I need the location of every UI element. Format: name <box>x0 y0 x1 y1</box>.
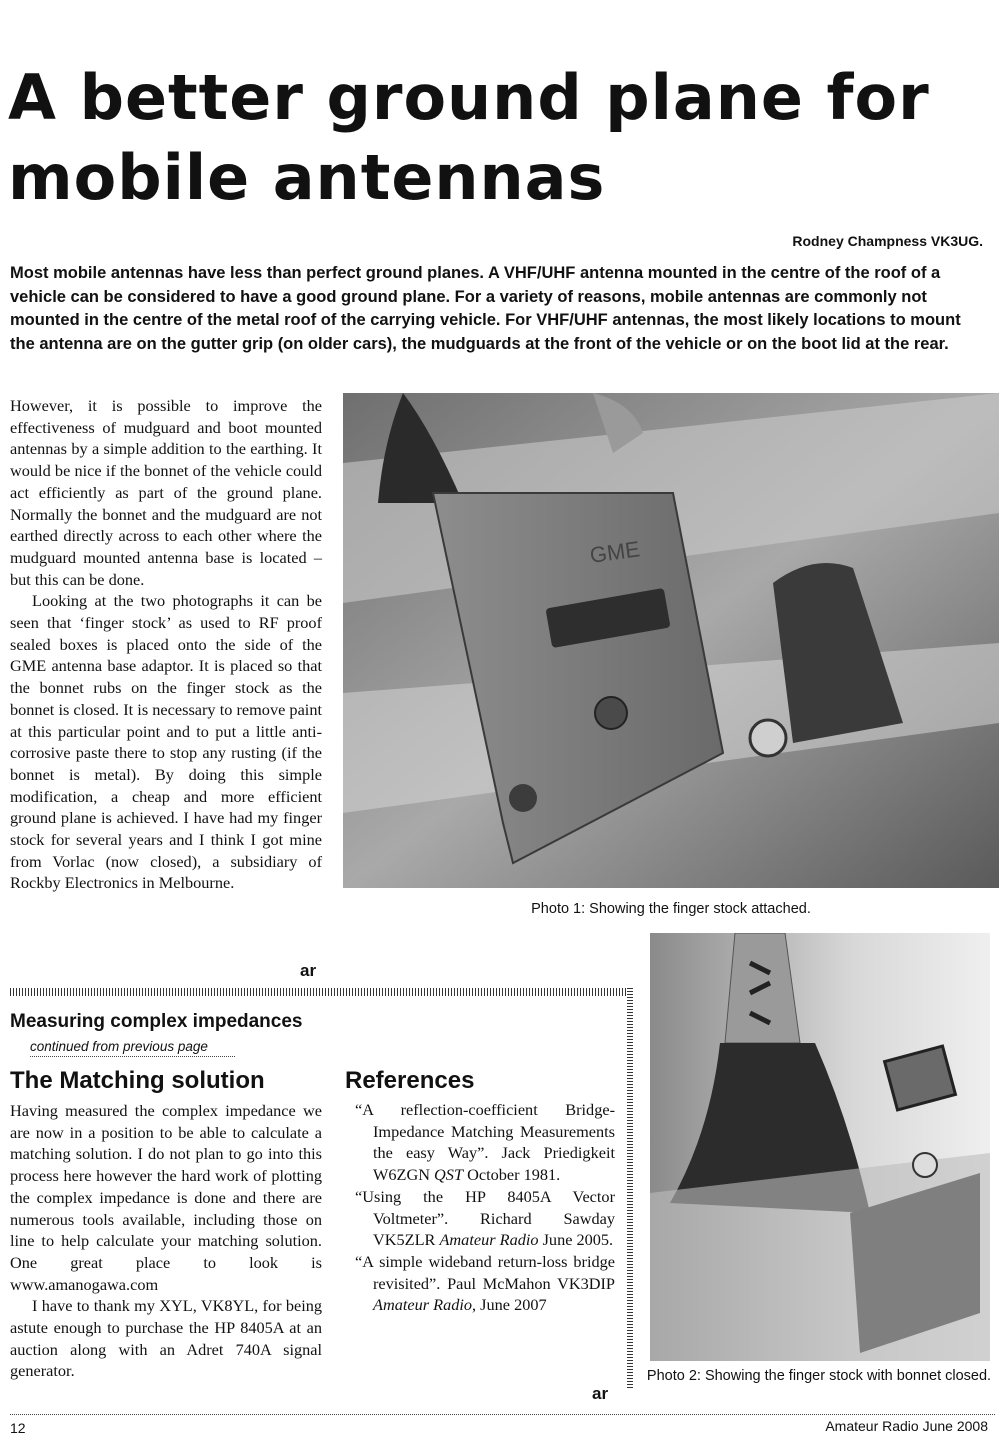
title-line-2: mobile antennas <box>8 141 606 214</box>
continued-note: continued from previous page <box>30 1039 235 1057</box>
page-number: 12 <box>10 1420 26 1436</box>
matching-body <box>10 1100 322 1382</box>
matching-paragraph-1: Having measured the complex impedance we are now in a position to be able to calculate a matching solution. I do not plan to go into this process here however the hard work of plotting the complex impedance is done and there are numerous tools available, including those on line to help calculate your matching solution. One great place to look is www.amanogawa.com <box>10 1101 322 1294</box>
photo-1-image <box>343 393 999 888</box>
photo-1-gme-label: GME <box>588 536 642 568</box>
footer-rule <box>10 1414 995 1415</box>
title-line-1: A better ground plane for <box>8 61 930 134</box>
references-list <box>345 1099 615 1316</box>
photo-1 <box>343 393 999 888</box>
photo-1-caption: Photo 1: Showing the finger stock attached. <box>531 901 811 917</box>
body-paragraph-1: However, it is possible to improve the effectiveness of mudguard and boot mounted antennas by a simple addition to the earthing. It would be nice if the bonnet of the vehicle could act efficiently as part of the ground plane. Normally the bonnet and the mudguard are not earthed directly across to each other where the mudguard mounted antenna base is located – but this can be done. <box>10 396 322 589</box>
matching-heading: The Matching solution <box>10 1067 265 1094</box>
photo-2-image <box>650 933 990 1361</box>
byline: Rodney Champness VK3UG. <box>792 233 983 249</box>
reference-2: “Using the HP 8405A Vector Voltmeter”. Richard Sawday VK5ZLR Amateur Radio June 2005. <box>355 1186 615 1250</box>
reference-3: “A simple wideband return-loss bridge revisited”. Paul McMahon VK3DIP Amateur Radio, June 2007 <box>355 1251 615 1315</box>
article-title <box>8 58 998 218</box>
article-body <box>10 395 322 894</box>
section-divider <box>10 988 632 996</box>
continued-end-mark: ar <box>592 1384 609 1403</box>
end-mark: ar <box>300 961 317 980</box>
intro-paragraph: Most mobile antennas have less than perfect ground planes. A VHF/UHF antenna mounted in the centre of the roof of a vehicle can be considered to have a good ground plane. For a variety of reasons, mobile antennas are commonly not mounted in the centre of the metal roof of the carrying vehicle. For VHF/UHF antennas, the most likely locations to mount the antenna are on the gutter grip (on older cars), the mudguards at the front of the vehicle or on the boot lid at the rear. <box>10 264 961 353</box>
photo-2 <box>650 933 990 1361</box>
magazine-footer: Amateur Radio June 2008 <box>825 1418 988 1434</box>
references-heading: References <box>345 1067 475 1094</box>
reference-1: “A reflection-coefficient Bridge-Impedance Matching Measurements the easy Way”. Jack Priedigkeit W6ZGN QST October 1981. <box>355 1100 615 1185</box>
matching-paragraph-2: I have to thank my XYL, VK8YL, for being astute enough to purchase the HP 8405A at an auction along with an Adret 740A signal generator. <box>10 1296 322 1381</box>
body-paragraph-2: Looking at the two photographs it can be seen that ‘finger stock’ as used to RF proof sealed boxes is placed onto the side of the GME antenna base adaptor. It is placed so that the bonnet rubs on the finger stock as the bonnet is closed. It is necessary to remove paint at this particular point and to put a little anti-corrosive paste there to stop any rusting (if the bonnet is metal). By doing this simple modification, a cheap and more efficient ground plane is achieved. I have had my finger stock for several years and I think I got mine from Vorlac (now closed), a subsidiary of Rockby Electronics in Melbourne. <box>10 591 322 893</box>
photo-2-caption: Photo 2: Showing the finger stock with bonnet closed. <box>646 1368 992 1384</box>
section-divider-vertical <box>627 988 633 1388</box>
continued-section-title: Measuring complex impedances <box>10 1011 303 1032</box>
